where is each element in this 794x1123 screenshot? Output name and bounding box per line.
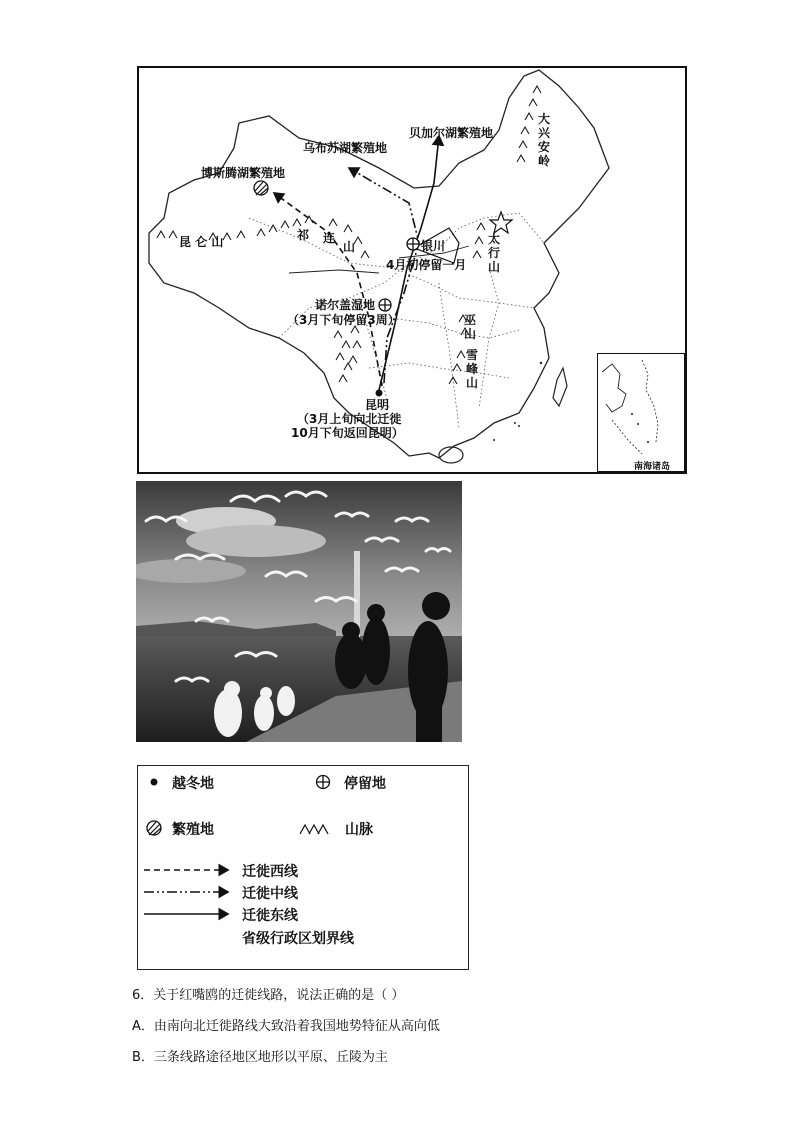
label-baikal-breeding: 贝加尔湖繁殖地 <box>409 126 494 140</box>
label-daxinganling: 大兴安岭 <box>537 112 550 168</box>
label-kunming: 昆明 <box>365 398 390 412</box>
legend-stopover-label: 停留地 <box>344 776 386 792</box>
west-route <box>274 193 382 386</box>
legend-middle-label: 迁徙中线 <box>242 886 298 902</box>
capital-star <box>490 212 512 233</box>
label-nuoergai-stop: （3月下旬停留3周） <box>287 313 400 327</box>
kunming-wintering-dot <box>376 390 383 397</box>
label-taihang: 太行山 <box>487 232 500 274</box>
label-bositeng-breeding: 博斯腾湖繁殖地 <box>201 166 286 180</box>
label-wushan: 巫山 <box>463 313 476 341</box>
label-kunming-note-1: （3月上旬向北迁徙 <box>297 412 402 426</box>
south-china-sea-inset <box>597 353 685 472</box>
map-legend <box>137 765 469 970</box>
label-yinchuan-stop: 4月初停留一月 <box>386 258 467 272</box>
bositeng-breeding-symbol <box>254 181 268 195</box>
label-nuoergai: 诺尔盖湿地 <box>315 298 376 312</box>
label-xuefeng: 雪峰山 <box>465 348 478 390</box>
label-qilian-1: 祁 <box>297 228 310 242</box>
option-b: B．三条线路途径地区地形以平原、丘陵为主 <box>132 1050 388 1065</box>
yinchuan-stopover-symbol <box>407 238 419 250</box>
label-kunlun-mountains: 昆 仑 山 <box>179 235 224 249</box>
nuoergai-stopover-symbol <box>379 299 391 311</box>
legend-mountain-symbol <box>300 825 328 834</box>
middle-route <box>349 168 419 383</box>
legend-east-label: 迁徙东线 <box>242 908 298 924</box>
legend-breeding-label: 繁殖地 <box>172 822 214 838</box>
legend-stopover-symbol <box>317 776 330 789</box>
seagull-photo <box>136 481 462 742</box>
legend-west-label: 迁徙西线 <box>242 864 298 880</box>
legend-mountain-label: 山脉 <box>345 822 373 838</box>
option-a: A．由南向北迁徙路线大致沿着我国地势特征从高向低 <box>132 1019 440 1034</box>
legend-boundary-label: 省级行政区划界线 <box>242 931 354 947</box>
question-stem: 6．关于红嘴鸥的迁徙线路，说法正确的是（ ） <box>132 988 405 1003</box>
label-qilian-2: 连 <box>323 231 336 245</box>
label-qilian-3: 山 <box>343 240 356 254</box>
label-kunming-note-2: 10月下旬返回昆明） <box>291 426 404 440</box>
legend-breeding-symbol <box>147 821 161 835</box>
migration-map <box>137 66 687 474</box>
label-wubusu-breeding: 乌布苏湖繁殖地 <box>303 141 388 155</box>
legend-wintering-label: 越冬地 <box>172 776 214 792</box>
inset-label: 南海诸岛 <box>634 462 671 472</box>
legend-wintering-symbol <box>151 779 158 786</box>
label-yinchuan: 银川 <box>421 239 446 253</box>
